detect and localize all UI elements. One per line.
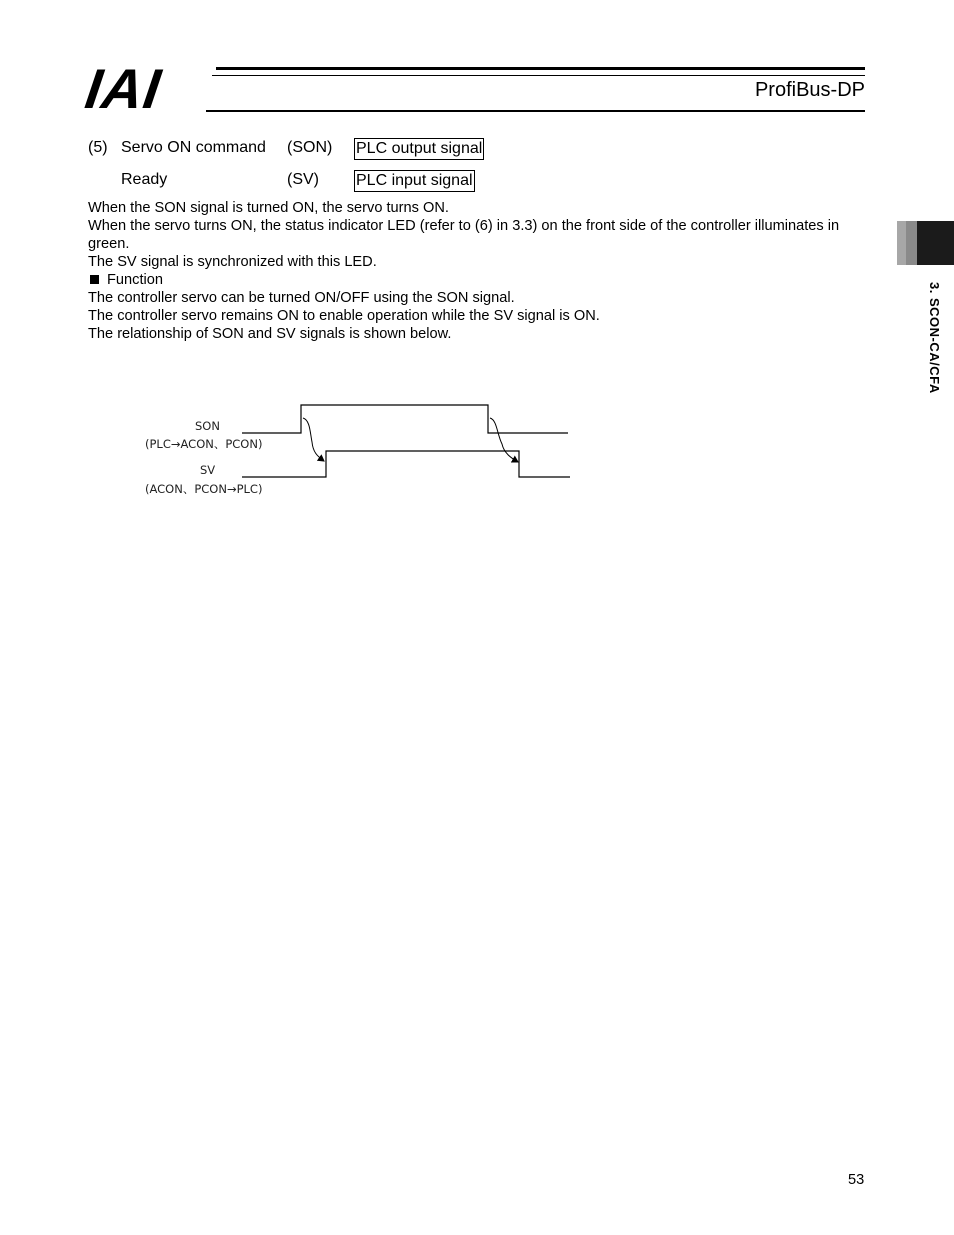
- paragraph: The relationship of SON and SV signals is shown below.: [88, 326, 452, 342]
- product-name: ProfiBus-DP: [754, 79, 865, 101]
- command-name: Ready: [121, 171, 168, 188]
- son-waveform: [242, 405, 568, 433]
- side-tab-gray-dark: [906, 221, 917, 265]
- iai-logo: IAI: [81, 57, 166, 120]
- paragraph: The controller servo can be turned ON/OFF using the SON signal.: [88, 290, 515, 306]
- son-sv-timing-diagram: [140, 390, 580, 505]
- signal-type-box: PLC input signal: [354, 170, 475, 192]
- header-rule-bottom: [206, 110, 865, 112]
- function-label: Function: [107, 272, 163, 288]
- sv-label: SV: [200, 463, 216, 477]
- son-direction: (PLC→ACON、PCON): [145, 437, 263, 451]
- son-fall-arrow: [490, 418, 518, 462]
- header-rule-thin: [212, 75, 865, 76]
- command-code: (SON): [287, 139, 333, 156]
- paragraph: The controller servo remains ON to enable operation while the SV signal is ON.: [88, 308, 600, 324]
- command-name: Servo ON command: [121, 139, 266, 156]
- son-label: SON: [195, 419, 220, 433]
- paragraph: The SV signal is synchronized with this LED.: [88, 254, 377, 270]
- son-rise-arrow: [303, 418, 324, 461]
- square-bullet-icon: [90, 275, 99, 284]
- header-rule-thick: [216, 67, 865, 70]
- paragraph: When the SON signal is turned ON, the servo turns ON.: [88, 200, 449, 216]
- command-code: (SV): [287, 171, 319, 188]
- paragraph: When the servo turns ON, the status indicator LED (refer to (6) in 3.3) on the front side of the controller illuminates in green.: [88, 218, 840, 252]
- command-number: (5): [88, 139, 108, 156]
- chapter-label: 3. SCON-CA/CFA: [927, 282, 942, 394]
- function-heading: [88, 271, 878, 289]
- body-text: [88, 199, 878, 343]
- sv-direction: (ACON、PCON→PLC): [145, 482, 263, 496]
- sv-waveform: [242, 451, 570, 477]
- page-number: 53: [848, 1172, 865, 1188]
- side-tab-black: [917, 221, 954, 265]
- signal-type-box: PLC output signal: [354, 138, 484, 160]
